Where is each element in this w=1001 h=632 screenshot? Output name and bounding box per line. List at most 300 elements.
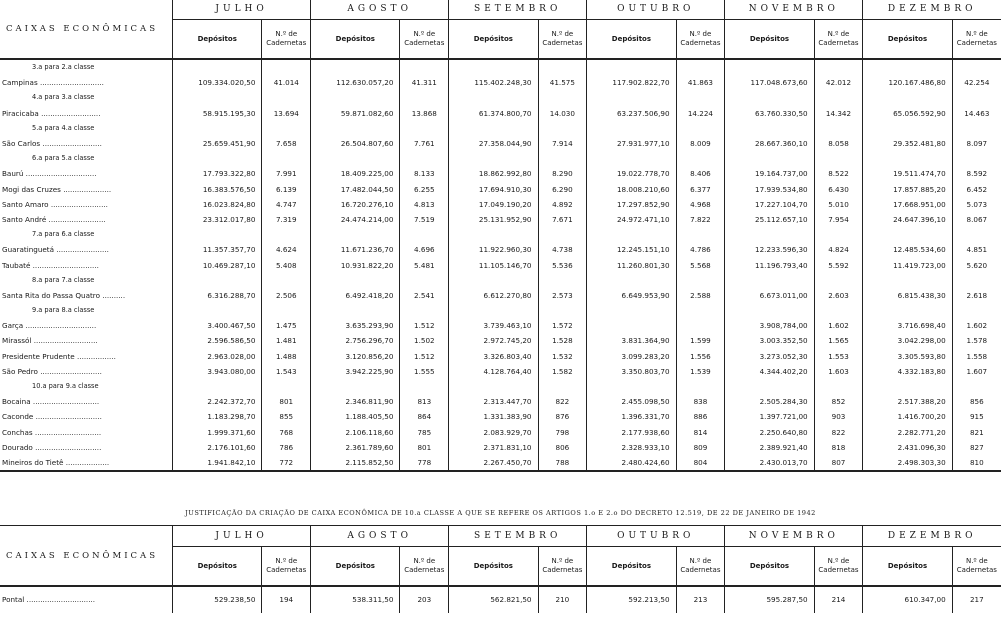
empty-cell [538, 90, 587, 105]
depositos-value: 2.313.447,70 [449, 394, 538, 409]
empty-cell [952, 379, 1001, 394]
depositos-value: 3.120.856,20 [311, 349, 400, 364]
cadernetas-value: 8.058 [814, 136, 863, 151]
cadernetas-header: N.º de Cadernetas [400, 547, 449, 587]
depositos-header: Depósitos [173, 547, 262, 587]
caixa-name: Santo Amaro ......................... [2, 199, 108, 209]
empty-cell [262, 273, 311, 288]
cadernetas-value: 1.603 [814, 364, 863, 379]
empty-cell [262, 227, 311, 242]
month-header: AGOSTO [311, 526, 449, 547]
empty-cell [863, 303, 952, 318]
empty-cell [676, 227, 725, 242]
empty-cell [814, 379, 863, 394]
caixa-name: Caconde ............................. [2, 412, 102, 422]
depositos-value: 2.267.450,70 [449, 455, 538, 471]
cadernetas-value: 8.290 [538, 166, 587, 181]
empty-cell [952, 227, 1001, 242]
cadernetas-value: 1.558 [952, 349, 1001, 364]
table-row [0, 106, 1001, 121]
depositos-value: 115.402.248,30 [449, 75, 538, 90]
cadernetas-value: 14.342 [814, 106, 863, 121]
cadernetas-header: N.º de Cadernetas [952, 547, 1001, 587]
cadernetas-value: 772 [262, 455, 311, 471]
cadernetas-value: 213 [676, 586, 725, 613]
depositos-value: 12.485.534,60 [863, 242, 952, 257]
class-label: 10.a para 9.a classe [32, 382, 99, 391]
depositos-value: 592.213,50 [587, 586, 676, 613]
class-label: 4.a para 3.a classe [32, 93, 95, 102]
depositos-value: 2.430.013,70 [725, 455, 814, 471]
empty-cell [449, 273, 538, 288]
cadernetas-value: 5.010 [814, 197, 863, 212]
empty-cell [676, 121, 725, 136]
depositos-value: 17.297.852,90 [587, 197, 676, 212]
month-header: AGOSTO [311, 0, 449, 20]
cadernetas-value: 6.452 [952, 182, 1001, 197]
depositos-value: 12.245.151,10 [587, 242, 676, 257]
cadernetas-header: N.º de Cadernetas [952, 20, 1001, 60]
table-row [0, 136, 1001, 151]
cadernetas-value: 7.991 [262, 166, 311, 181]
caixa-name: Campinas ............................ [2, 78, 104, 88]
month-header: OUTUBRO [587, 526, 725, 547]
empty-cell [400, 121, 449, 136]
empty-cell [676, 90, 725, 105]
depositos-value: 2.177.938,60 [587, 425, 676, 440]
cadernetas-value: 785 [400, 425, 449, 440]
class-transition-row [0, 121, 1001, 136]
depositos-header: Depósitos [725, 547, 814, 587]
cadernetas-value: 1.539 [676, 364, 725, 379]
depositos-value: 4.344.402,20 [725, 364, 814, 379]
depositos-value: 2.431.096,30 [863, 440, 952, 455]
cadernetas-value: 827 [952, 440, 1001, 455]
depositos-value: 29.352.481,80 [863, 136, 952, 151]
cadernetas-value: 7.519 [400, 212, 449, 227]
empty-cell [262, 303, 311, 318]
cadernetas-value: 7.954 [814, 212, 863, 227]
cadernetas-header: N.º de Cadernetas [262, 547, 311, 587]
depositos-value [587, 318, 676, 333]
footnote: JUSTIFICAÇÃO DA CRIAÇÃO DE CAIXA ECONÔMICA DE 10.a CLASSE A QUE SE REFERE OS ARTIGOS 1.o E 2.o DO DECRETO 12.519, DE 22 DE JANEIRO DE 1942 [185, 509, 816, 517]
empty-cell [400, 59, 449, 75]
depositos-value: 6.673.011,00 [725, 288, 814, 303]
empty-cell [676, 151, 725, 166]
empty-cell [400, 90, 449, 105]
depositos-value: 19.511.474,70 [863, 166, 952, 181]
cadernetas-value: 8.592 [952, 166, 1001, 181]
empty-cell [173, 227, 262, 242]
depositos-value: 1.999.371,60 [173, 425, 262, 440]
empty-cell [676, 379, 725, 394]
empty-cell [311, 151, 400, 166]
depositos-value: 17.939.534,80 [725, 182, 814, 197]
table-row [0, 257, 1001, 272]
table-row [0, 425, 1001, 440]
cadernetas-value: 6.377 [676, 182, 725, 197]
depositos-value: 26.504.807,60 [311, 136, 400, 151]
depositos-header: Depósitos [449, 20, 538, 60]
empty-cell [587, 273, 676, 288]
cadernetas-value: 7.914 [538, 136, 587, 151]
cadernetas-value: 8.406 [676, 166, 725, 181]
depositos-value: 3.635.293,90 [311, 318, 400, 333]
depositos-value: 25.659.451,90 [173, 136, 262, 151]
cadernetas-value [676, 318, 725, 333]
depositos-header: Depósitos [587, 547, 676, 587]
depositos-value: 2.972.745,20 [449, 333, 538, 348]
month-header: NOVEMBRO [725, 0, 863, 20]
depositos-header: Depósitos [725, 20, 814, 60]
table-row [0, 166, 1001, 181]
depositos-value: 11.357.357,70 [173, 242, 262, 257]
depositos-value: 1.416.700,20 [863, 409, 952, 424]
caixa-name: Piracicaba .......................... [2, 108, 101, 118]
depositos-value: 2.106.118,60 [311, 425, 400, 440]
empty-cell [725, 59, 814, 75]
empty-cell [814, 303, 863, 318]
empty-cell [400, 273, 449, 288]
depositos-value: 61.374.800,70 [449, 106, 538, 121]
cadernetas-value: 14.224 [676, 106, 725, 121]
depositos-value: 1.941.842,10 [173, 455, 262, 471]
table-row [0, 75, 1001, 90]
table-name-header: CAIXAS ECONÔMICAS [0, 0, 173, 59]
empty-cell [814, 59, 863, 75]
cadernetas-value: 822 [814, 425, 863, 440]
cadernetas-header: N.º de Cadernetas [814, 20, 863, 60]
depositos-value: 11.105.146,70 [449, 257, 538, 272]
empty-cell [311, 90, 400, 105]
depositos-value: 2.963.028,00 [173, 349, 262, 364]
cadernetas-value: 194 [262, 586, 311, 613]
depositos-value: 595.287,50 [725, 586, 814, 613]
depositos-header: Depósitos [311, 547, 400, 587]
cadernetas-value: 2.541 [400, 288, 449, 303]
caixa-name: Guaratinguetá ....................... [2, 245, 109, 255]
cadernetas-header: N.º de Cadernetas [400, 20, 449, 60]
cadernetas-value: 838 [676, 394, 725, 409]
empty-cell [676, 303, 725, 318]
depositos-value: 27.358.044,90 [449, 136, 538, 151]
depositos-value: 63.237.506,90 [587, 106, 676, 121]
depositos-value: 6.316.288,70 [173, 288, 262, 303]
empty-cell [262, 59, 311, 75]
cadernetas-value: 8.067 [952, 212, 1001, 227]
empty-cell [449, 227, 538, 242]
empty-cell [400, 227, 449, 242]
cadernetas-value: 2.573 [538, 288, 587, 303]
empty-cell [676, 59, 725, 75]
empty-cell [173, 151, 262, 166]
depositos-value: 25.131.952,90 [449, 212, 538, 227]
depositos-value: 65.056.592,90 [863, 106, 952, 121]
cadernetas-value: 8.522 [814, 166, 863, 181]
class-label: 8.a para 7.a classe [32, 275, 95, 284]
class-transition-row [0, 273, 1001, 288]
cadernetas-value: 5.568 [676, 257, 725, 272]
depositos-value: 3.273.052,30 [725, 349, 814, 364]
empty-cell [725, 303, 814, 318]
caixa-name: Santa Rita do Passa Quatro .......... [2, 290, 126, 300]
empty-cell [400, 303, 449, 318]
depositos-header: Depósitos [587, 20, 676, 60]
empty-cell [449, 379, 538, 394]
cadernetas-value: 856 [952, 394, 1001, 409]
cadernetas-value: 768 [262, 425, 311, 440]
cadernetas-value: 42.012 [814, 75, 863, 90]
cadernetas-value: 4.824 [814, 242, 863, 257]
depositos-value: 3.326.803,40 [449, 349, 538, 364]
cadernetas-value: 818 [814, 440, 863, 455]
depositos-value: 25.112.657,10 [725, 212, 814, 227]
cadernetas-value: 7.658 [262, 136, 311, 151]
table-row [0, 364, 1001, 379]
cadernetas-value: 1.528 [538, 333, 587, 348]
depositos-value: 58.915.195,30 [173, 106, 262, 121]
depositos-value: 2.517.388,20 [863, 394, 952, 409]
caixa-name: Mogi das Cruzes ..................... [2, 184, 112, 194]
cadernetas-value: 1.543 [262, 364, 311, 379]
depositos-value: 2.480.424,60 [587, 455, 676, 471]
caixa-name: Taubaté ............................. [2, 260, 99, 270]
class-transition-row [0, 151, 1001, 166]
empty-cell [262, 151, 311, 166]
empty-cell [725, 379, 814, 394]
empty-cell [863, 273, 952, 288]
depositos-header: Depósitos [449, 547, 538, 587]
depositos-value: 3.908,784,00 [725, 318, 814, 333]
depositos-value: 1.396.331,70 [587, 409, 676, 424]
cadernetas-value: 1.578 [952, 333, 1001, 348]
cadernetas-value: 1.602 [952, 318, 1001, 333]
depositos-header: Depósitos [863, 547, 952, 587]
class-transition-row [0, 59, 1001, 75]
empty-cell [952, 59, 1001, 75]
cadernetas-value: 8.009 [676, 136, 725, 151]
caixa-name: Conchas ............................. [2, 427, 102, 437]
cadernetas-value: 821 [952, 425, 1001, 440]
depositos-value: 2.242.372,70 [173, 394, 262, 409]
depositos-value: 2.346.811,90 [311, 394, 400, 409]
cadernetas-value: 1.555 [400, 364, 449, 379]
empty-cell [952, 273, 1001, 288]
cadernetas-value: 786 [262, 440, 311, 455]
depositos-value: 538.311,50 [311, 586, 400, 613]
empty-cell [863, 59, 952, 75]
cadernetas-value: 4.851 [952, 242, 1001, 257]
month-header: SETEMBRO [449, 526, 587, 547]
empty-cell [587, 90, 676, 105]
cadernetas-value: 7.822 [676, 212, 725, 227]
empty-cell [311, 227, 400, 242]
depositos-value: 2.250.640,80 [725, 425, 814, 440]
cadernetas-value: 5.592 [814, 257, 863, 272]
depositos-value: 3.831.364,90 [587, 333, 676, 348]
caixa-name: Pontal .............................. [2, 595, 96, 604]
cadernetas-value: 203 [400, 586, 449, 613]
depositos-value: 2.361.789,60 [311, 440, 400, 455]
empty-cell [538, 273, 587, 288]
empty-cell [725, 227, 814, 242]
depositos-value: 18.862.992,80 [449, 166, 538, 181]
depositos-value: 24.474.214,00 [311, 212, 400, 227]
month-header: OUTUBRO [587, 0, 725, 20]
cadernetas-value: 13.868 [400, 106, 449, 121]
month-header: SETEMBRO [449, 0, 587, 20]
empty-cell [173, 59, 262, 75]
depositos-value: 109.334.020,50 [173, 75, 262, 90]
depositos-value: 2.498.303,30 [863, 455, 952, 471]
empty-cell [311, 303, 400, 318]
empty-cell [538, 121, 587, 136]
depositos-value: 1.397.721,00 [725, 409, 814, 424]
empty-cell [173, 273, 262, 288]
month-header: DEZEMBRO [863, 526, 1001, 547]
cadernetas-value: 1.553 [814, 349, 863, 364]
depositos-value: 11.196.793,40 [725, 257, 814, 272]
table-row [0, 288, 1001, 303]
secondary-statistics-table [0, 525, 1001, 613]
depositos-value: 11.922.960,30 [449, 242, 538, 257]
cadernetas-value: 4.738 [538, 242, 587, 257]
depositos-value: 24.647.396,10 [863, 212, 952, 227]
cadernetas-header: N.º de Cadernetas [538, 547, 587, 587]
empty-cell [587, 59, 676, 75]
cadernetas-value: 5.408 [262, 257, 311, 272]
table-row [0, 318, 1001, 333]
empty-cell [262, 379, 311, 394]
empty-cell [311, 379, 400, 394]
depositos-value: 17.482.044,50 [311, 182, 400, 197]
depositos-value: 2.282.771,20 [863, 425, 952, 440]
cadernetas-value: 876 [538, 409, 587, 424]
cadernetas-value: 4.696 [400, 242, 449, 257]
depositos-value: 3.943.080,00 [173, 364, 262, 379]
cadernetas-value: 778 [400, 455, 449, 471]
cadernetas-value: 1.502 [400, 333, 449, 348]
cadernetas-value: 6.139 [262, 182, 311, 197]
empty-cell [725, 273, 814, 288]
depositos-value: 117.048.673,60 [725, 75, 814, 90]
empty-cell [814, 227, 863, 242]
depositos-header: Depósitos [173, 20, 262, 60]
caixa-name: Baurú ............................... [2, 169, 97, 179]
depositos-value: 1.331.383,90 [449, 409, 538, 424]
depositos-value: 1.188.405,50 [311, 409, 400, 424]
cadernetas-value: 855 [262, 409, 311, 424]
class-label: 9.a para 8.a classe [32, 306, 95, 315]
depositos-value: 2.455.098,50 [587, 394, 676, 409]
caixa-name: São Carlos .......................... [2, 139, 102, 149]
depositos-value: 3.739.463,10 [449, 318, 538, 333]
depositos-value: 562.821,50 [449, 586, 538, 613]
depositos-value: 11.260.801,30 [587, 257, 676, 272]
depositos-value: 610.347,00 [863, 586, 952, 613]
depositos-value: 6.815.438,30 [863, 288, 952, 303]
cadernetas-value: 8.133 [400, 166, 449, 181]
depositos-value: 59.871.082,60 [311, 106, 400, 121]
empty-cell [449, 90, 538, 105]
empty-cell [952, 121, 1001, 136]
depositos-value: 27.931.977,10 [587, 136, 676, 151]
depositos-value: 2.371.831,10 [449, 440, 538, 455]
empty-cell [587, 151, 676, 166]
cadernetas-value: 864 [400, 409, 449, 424]
depositos-value: 2.083.929,70 [449, 425, 538, 440]
empty-cell [952, 90, 1001, 105]
cadernetas-value: 1.512 [400, 318, 449, 333]
depositos-value: 17.668.951,00 [863, 197, 952, 212]
empty-cell [814, 151, 863, 166]
cadernetas-header: N.º de Cadernetas [676, 547, 725, 587]
cadernetas-value: 210 [538, 586, 587, 613]
table-row [0, 242, 1001, 257]
empty-cell [449, 151, 538, 166]
depositos-value: 16.720.276,10 [311, 197, 400, 212]
cadernetas-value: 14.463 [952, 106, 1001, 121]
cadernetas-value: 1.565 [814, 333, 863, 348]
depositos-value: 529.238,50 [173, 586, 262, 613]
cadernetas-value: 822 [538, 394, 587, 409]
cadernetas-value: 1.475 [262, 318, 311, 333]
month-header: JULHO [173, 0, 311, 20]
cadernetas-value: 1.572 [538, 318, 587, 333]
cadernetas-value: 6.430 [814, 182, 863, 197]
depositos-value: 3.942.225,90 [311, 364, 400, 379]
caixa-name: São Pedro ........................... [2, 366, 102, 376]
cadernetas-value: 801 [400, 440, 449, 455]
depositos-value: 3.042.298,00 [863, 333, 952, 348]
depositos-value: 11.671.236,70 [311, 242, 400, 257]
cadernetas-value: 813 [400, 394, 449, 409]
empty-cell [173, 90, 262, 105]
cadernetas-value: 1.488 [262, 349, 311, 364]
depositos-value: 16.023.824,80 [173, 197, 262, 212]
cadernetas-value: 8.097 [952, 136, 1001, 151]
cadernetas-value: 13.694 [262, 106, 311, 121]
cadernetas-value: 4.624 [262, 242, 311, 257]
cadernetas-value: 804 [676, 455, 725, 471]
depositos-value: 6.492.418,20 [311, 288, 400, 303]
empty-cell [863, 379, 952, 394]
cadernetas-value: 6.255 [400, 182, 449, 197]
empty-cell [538, 59, 587, 75]
empty-cell [538, 379, 587, 394]
empty-cell [311, 121, 400, 136]
empty-cell [814, 90, 863, 105]
empty-cell [725, 121, 814, 136]
caixa-name: Santo André ......................... [2, 214, 106, 224]
table-row [0, 212, 1001, 227]
cadernetas-value: 798 [538, 425, 587, 440]
empty-cell [311, 273, 400, 288]
depositos-value: 3.350.803,70 [587, 364, 676, 379]
cadernetas-value: 1.532 [538, 349, 587, 364]
cadernetas-header: N.º de Cadernetas [814, 547, 863, 587]
empty-cell [814, 121, 863, 136]
depositos-value: 4.128.764,40 [449, 364, 538, 379]
depositos-value: 3.400.467,50 [173, 318, 262, 333]
cadernetas-value: 4.747 [262, 197, 311, 212]
cadernetas-value: 14.030 [538, 106, 587, 121]
cadernetas-value: 809 [676, 440, 725, 455]
cadernetas-value: 788 [538, 455, 587, 471]
depositos-value: 117.902.822,70 [587, 75, 676, 90]
depositos-value: 2.115.852,50 [311, 455, 400, 471]
empty-cell [587, 379, 676, 394]
